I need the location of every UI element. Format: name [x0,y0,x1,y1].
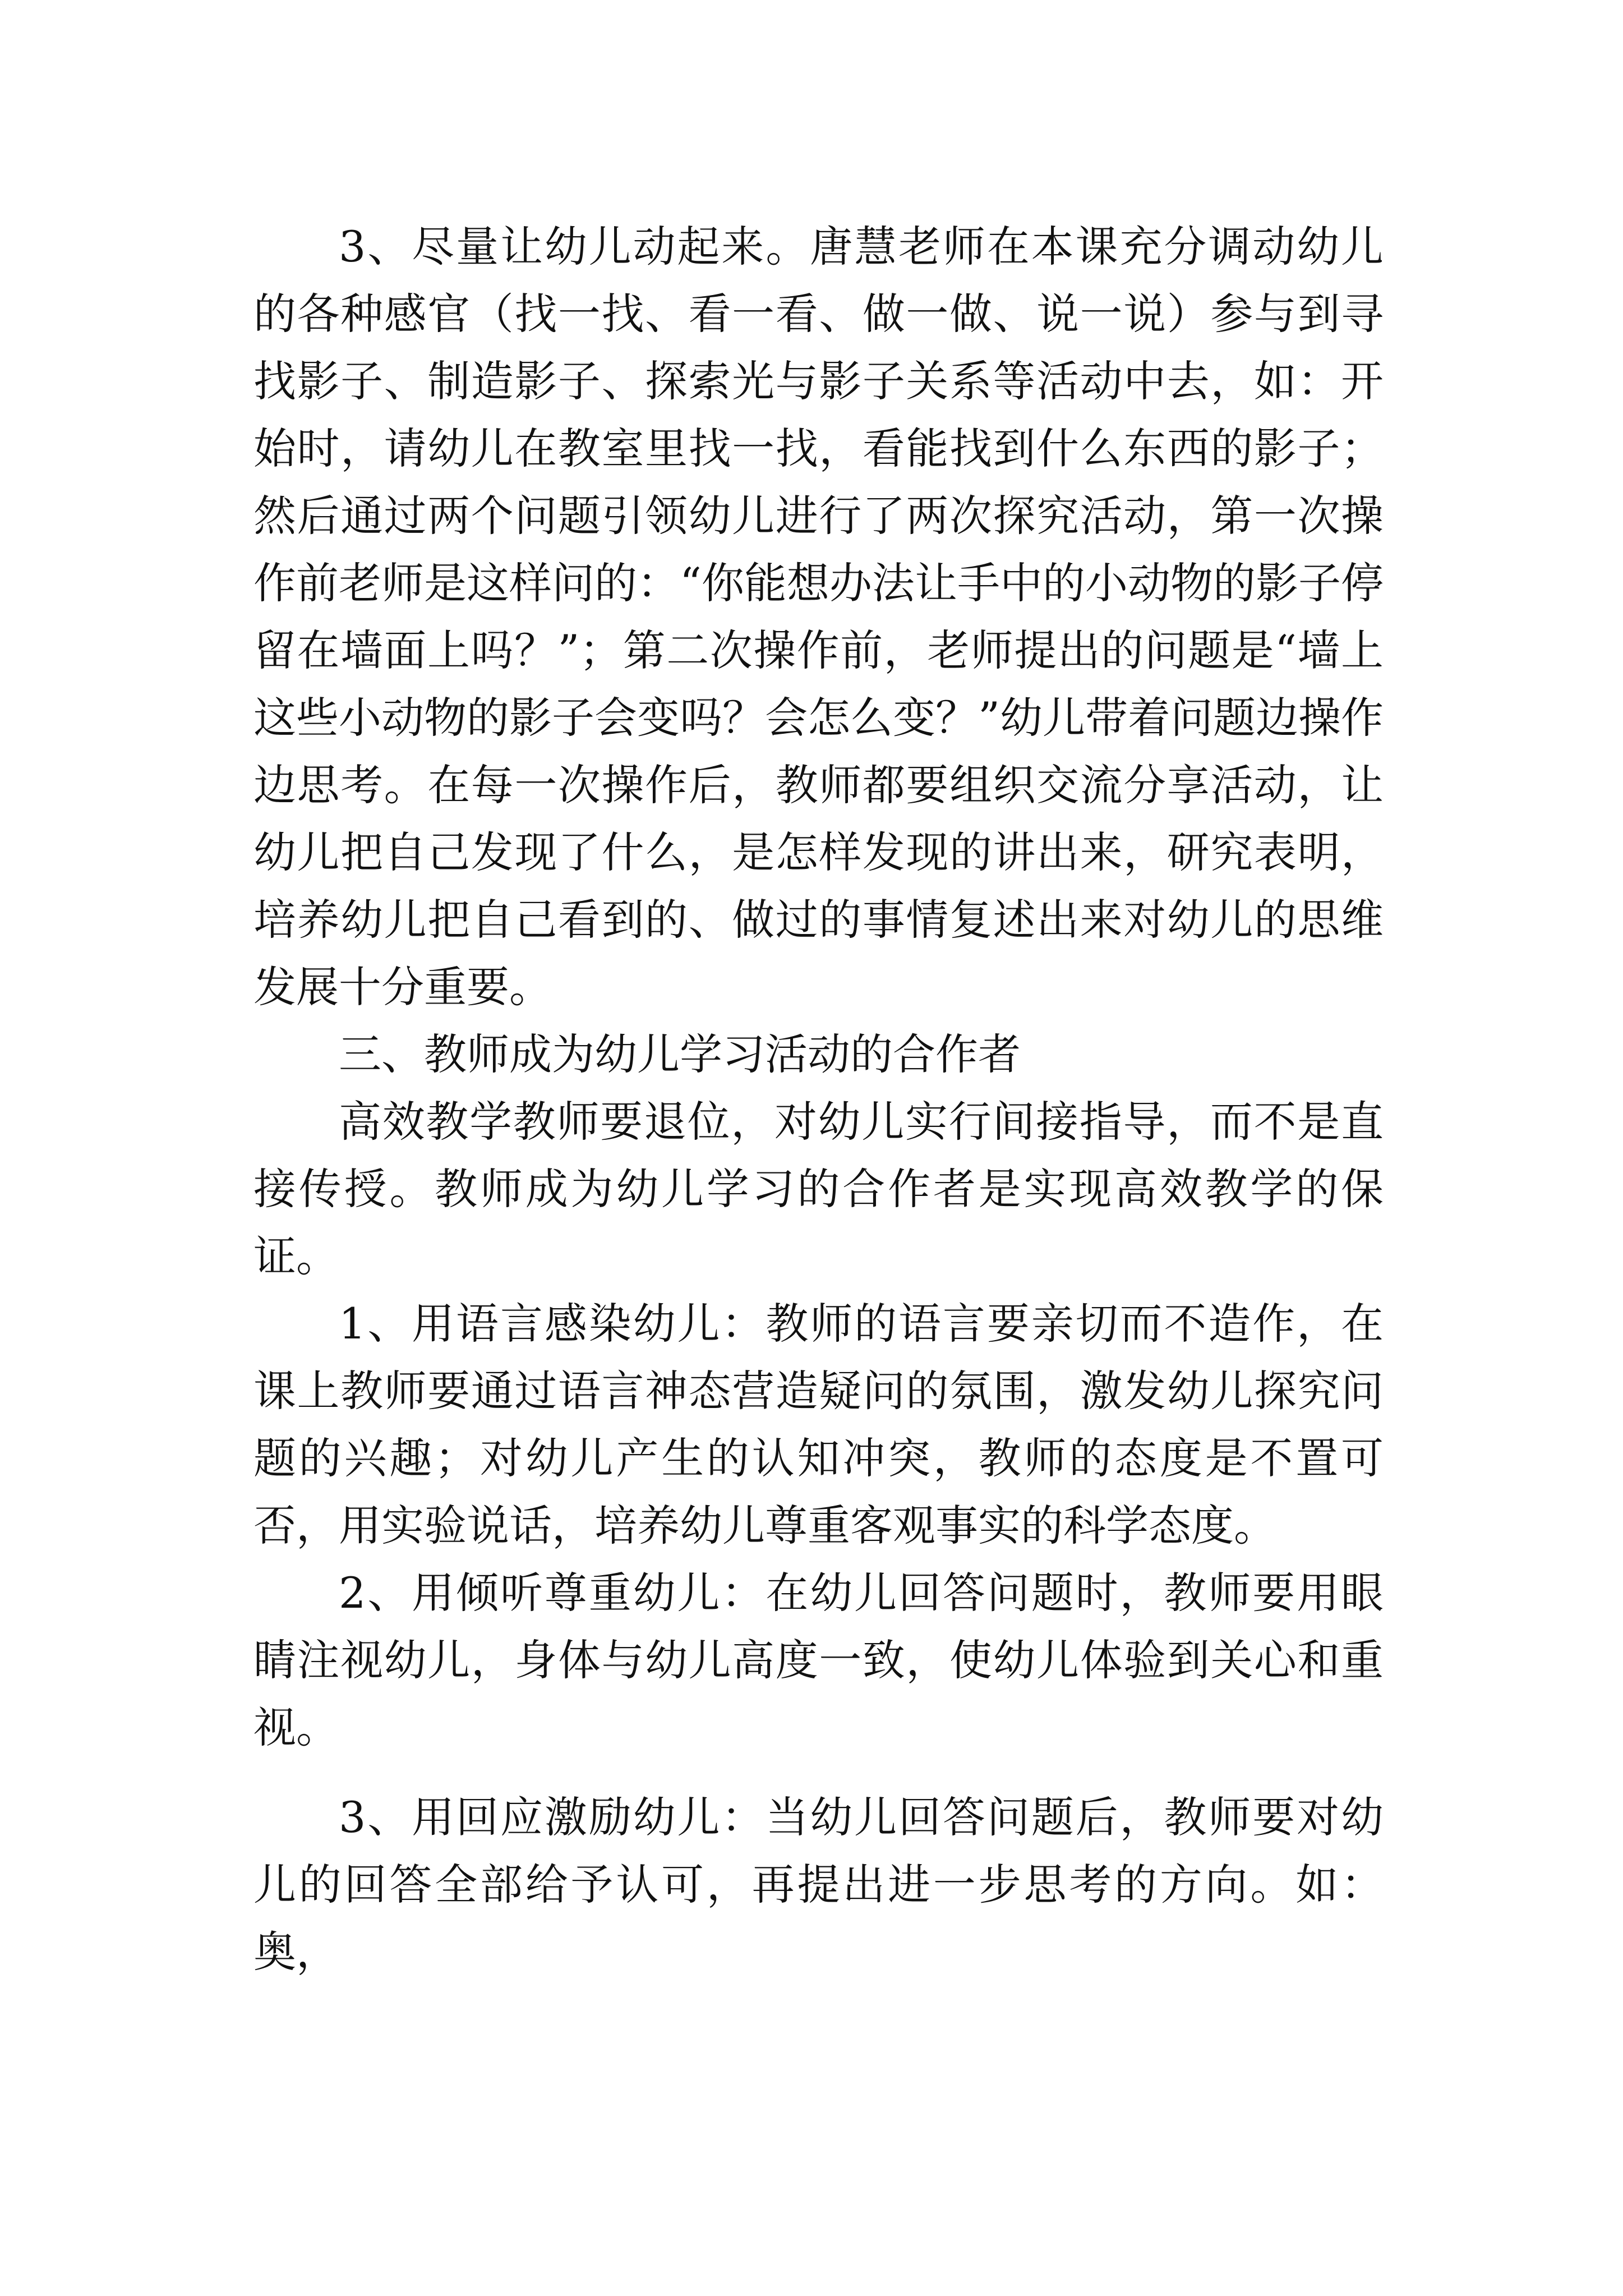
paragraph-point-3-active-children: 3、尽量让幼儿动起来。唐慧老师在本课充分调动幼儿的各种感官（找一找、看一看、做一做、说一说）参与到寻找影子、制造影子、探索光与影子关系等活动中去，如：开始时，请幼儿在教室里找一找，看能找到什么东西的影子；然后通过两个问题引领幼儿进行了两次探究活动，第一次操作前老师是这样问的：“你能想办法让手中的小动物的影子停留在墙面上吗？”；第二次操作前，老师提出的问题是“墙上这些小动物的影子会变吗？会怎么变？”幼儿带着问题边操作边思考。在每一次操作后，教师都要组织交流分享活动，让幼儿把自己发现了什么，是怎样发现的讲出来，研究表明，培养幼儿把自己看到的、做过的事情复述出来对幼儿的思维发展十分重要。 [253,222,1384,1012]
paragraph-point-1-language: 1、用语言感染幼儿：教师的语言要亲切而不造作，在课上教师要通过语言神态营造疑问的氛围，激发幼儿探究问题的兴趣；对幼儿产生的认知冲突，教师的态度是不置可否，用实验说话，培养幼儿尊重客观事实的科学态度。 [253,1299,1384,1550]
section-heading-teacher-as-partner: 三、教师成为幼儿学习活动的合作者 [339,1029,1021,1079]
document-body [253,213,1384,1986]
paragraph-point-3-response: 3、用回应激励幼儿：当幼儿回答问题后，教师要对幼儿的回答全部给予认可，再提出进一步思考的方向。如：奥， [253,1792,1384,1977]
paragraph-point-2-listening: 2、用倾听尊重幼儿：在幼儿回答问题时，教师要用眼睛注视幼儿，身体与幼儿高度一致，使幼儿体验到关心和重视。 [253,1568,1384,1752]
paragraph-efficient-teaching: 高效教学教师要退位，对幼儿实行间接指导，而不是直接传授。教师成为幼儿学习的合作者是实现高效教学的保证。 [253,1097,1384,1281]
